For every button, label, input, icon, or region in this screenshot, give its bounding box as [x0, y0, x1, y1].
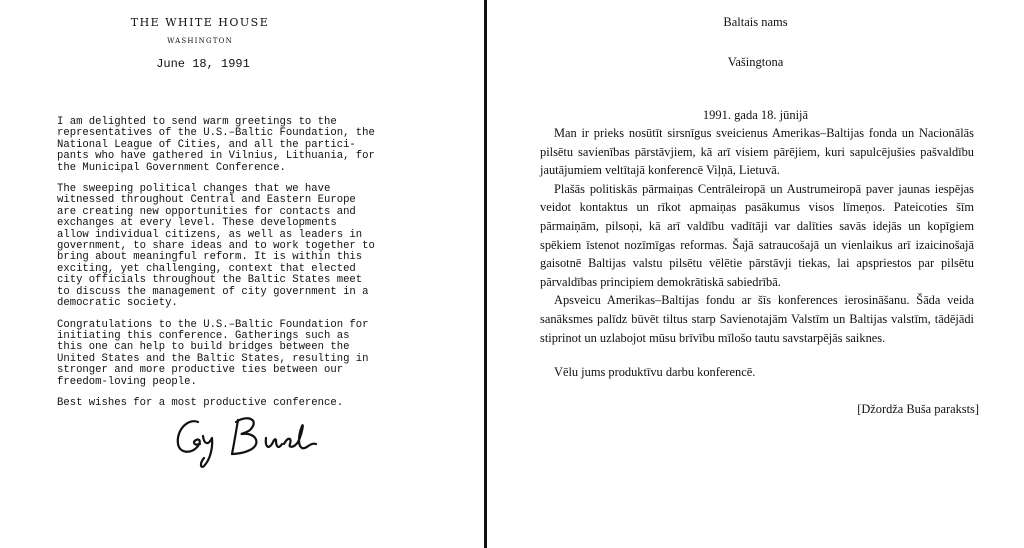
translation-closing: Vēlu jums produktīvu darbu konferencē. — [554, 365, 756, 380]
signature-note: [Džordža Buša paraksts] — [857, 402, 979, 416]
english-letter-page — [0, 0, 484, 548]
letter-paragraph: Congratulations to the U.S.–Baltic Foundation for initiating this conference. Gatherings such as this one can help to build bridges between the United States and the Baltic States, resulting in stronger and more productive ties between our freedom-loving people. — [57, 318, 369, 388]
translation-city: Vašingtona — [727, 55, 784, 69]
letter-paragraph: I am delighted to send warm greetings to the representatives of the U.S.–Baltic Foundation, the National League of Cities, and all the partici- pants who have gathered in Vilnius, Lithuania, for the Municipal Government Conference. — [57, 116, 375, 174]
translation-date: 1991. gada 18. jūnijā — [702, 108, 809, 122]
letter-paragraph: The sweeping political changes that we have witnessed throughout Central and Eastern Europe are creating new opportunities for contacts and exchanges at every level. These developments allow individual citizens, as well as leaders in government, to share ideas and to work together to bring about meaningful reform. It is within this exciting, yet challenging, context that elected city officials throughout the Baltic States meet to discuss the management of city government in a democratic society. — [57, 183, 375, 310]
letter-date: June 18, 1991 — [156, 57, 250, 71]
translation-paragraph: Apsveicu Amerikas–Baltijas fondu ar šīs konferences ierosināšanu. Šāda veida sanāksmes palīdz būvēt tiltus starp Savienotajām Valstīm un Baltijas valstīm, tādējādi stiprinot un uzlabojot mūsu brīvību mīlošo tautu savstarpējās saiknes. — [540, 293, 974, 345]
letterhead-city: WASHINGTON — [167, 37, 233, 45]
latvian-translation-page — [487, 0, 1024, 548]
handwritten-signature — [170, 400, 345, 470]
letter-body — [57, 117, 475, 419]
translation-title: Baltais nams — [723, 15, 788, 29]
letter-paragraph: Best wishes for a most productive conference. — [57, 396, 344, 409]
translation-body — [540, 124, 974, 382]
letterhead-title: THE WHITE HOUSE — [130, 16, 270, 29]
translation-paragraph: Man ir prieks nosūtīt sirsnīgus sveicienus Amerikas–Baltijas fonda un Nacionālās pilsētu savienības pārstāvjiem, kā arī visiem pārējiem, kuri sapulcējušies pašvaldību jautājumiem veltītajā konferencē Viļņā, Lietuvā. — [540, 126, 974, 178]
translation-paragraph: Plašās politiskās pārmaiņas Centrāleiropā un Austrumeiropā paver jaunas iespējas veidot kontaktus un rīkot apmaiņas pasākumus visos līmeņos. Pateicoties šīm pārmaiņām, pilsoņi, kā arī valdību vadītāji var dalīties savās idejās un kopīgiem spēkiem īstenot nozīmīgas reformas. Šajā satraucošajā un vienlaikus arī izaicinošajā gaisotnē Baltijas valstu pilsētu vēlētie pārstāvji tiekas, lai apspriestos par pilsētu pārvaldības principiem demokrātiskā sabiedrībā. — [540, 181, 974, 289]
